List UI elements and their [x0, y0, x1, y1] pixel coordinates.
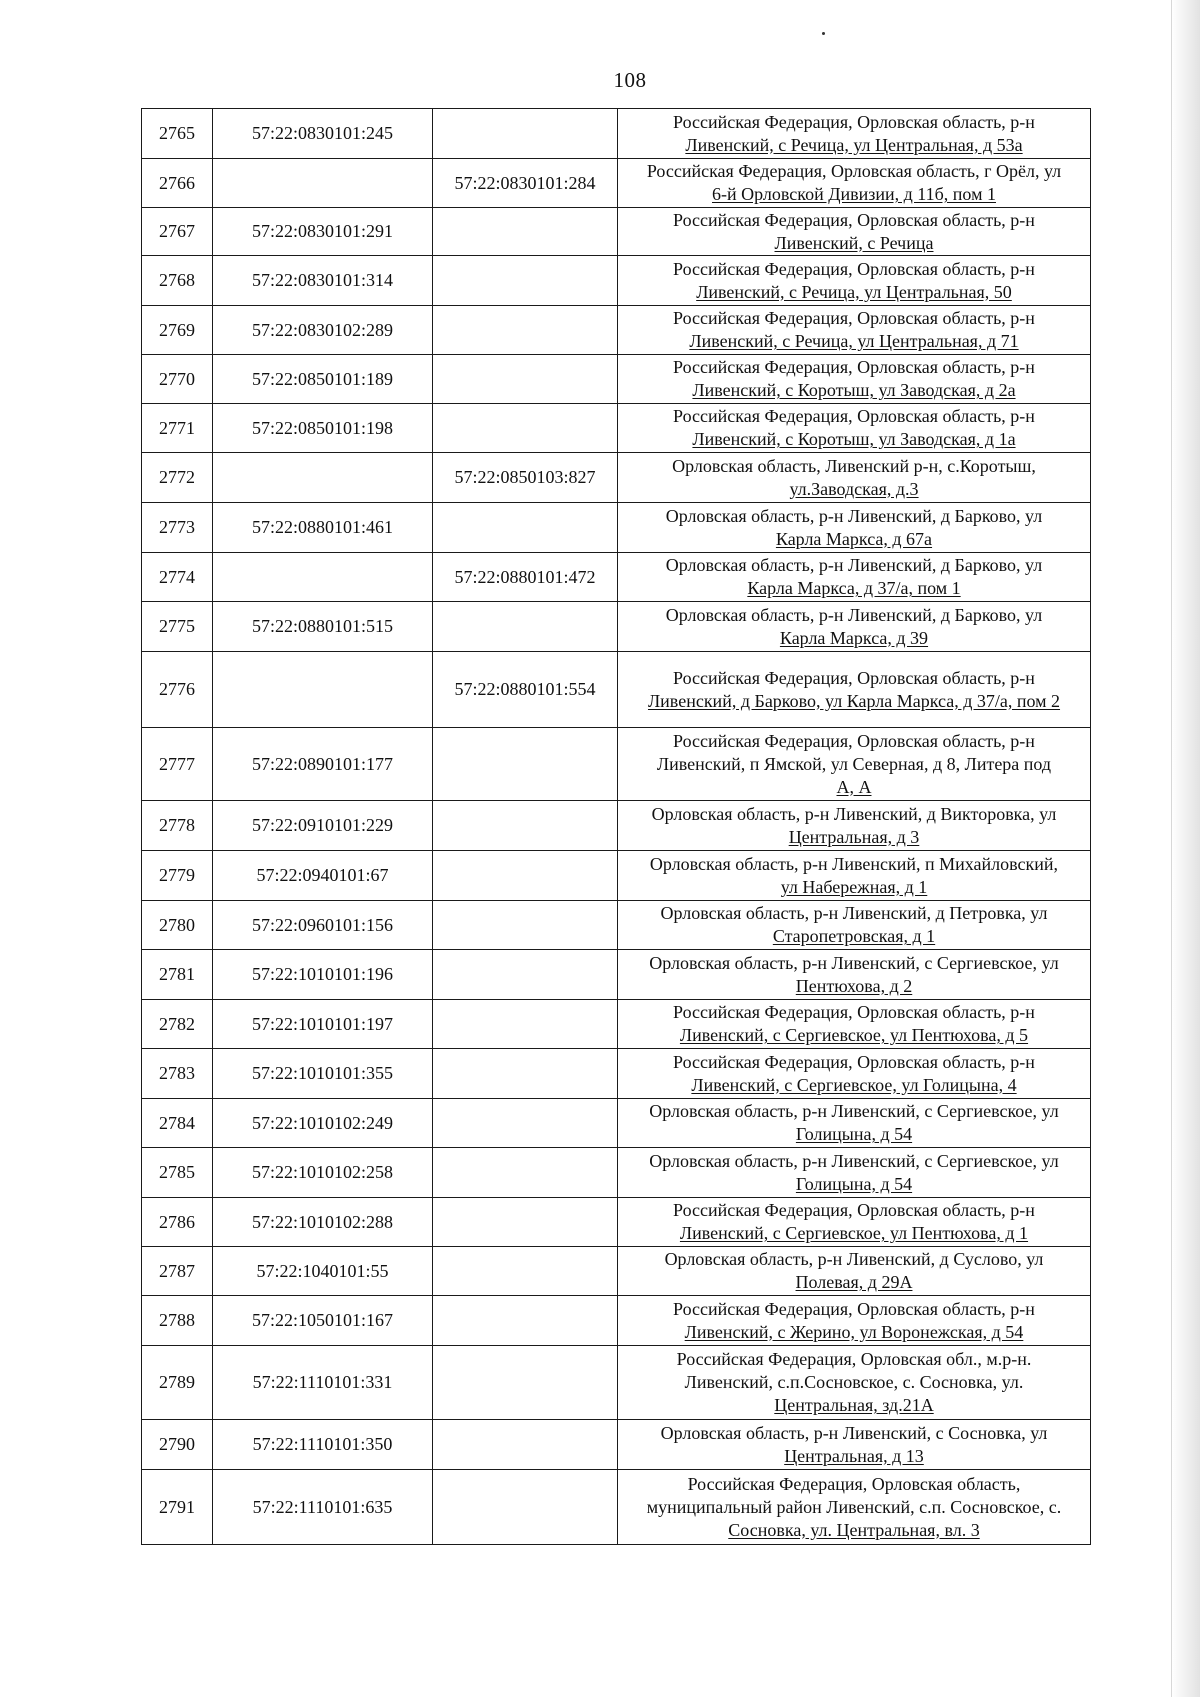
address-line: Центральная, д 13 — [784, 1445, 924, 1466]
row-number-cell: 2772 — [142, 453, 213, 503]
row-number-cell: 2787 — [142, 1247, 213, 1296]
address-line: Пентюхова, д 2 — [795, 975, 913, 996]
address-line: Российская Федерация, Орловская область, р-н — [673, 667, 1035, 688]
address-line: Ливенский, п Ямской, ул Северная, д 8, Литера под — [656, 753, 1052, 774]
address-cell — [618, 109, 1091, 159]
row-number-cell: 2779 — [142, 851, 213, 901]
address-line: Орловская область, р-н Ливенский, д Барково, ул — [665, 505, 1043, 526]
address-line: Карла Маркса, д 37/а, пом 1 — [747, 578, 961, 598]
land-cadastral-number-cell: 57:22:0830102:289 — [213, 306, 433, 355]
premises-cadastral-number-cell — [433, 1000, 618, 1049]
address-line: Российская Федерация, Орловская область, р-н — [673, 357, 1035, 377]
address-line: Орловская область, Ливенский р-н, с.Коротыш, — [672, 455, 1036, 476]
premises-cadastral-number-cell — [433, 950, 618, 1000]
table-row — [142, 1247, 1091, 1296]
address-line: Российская Федерация, Орловская область, р-н — [673, 730, 1035, 751]
address-cell — [618, 306, 1091, 355]
land-cadastral-number-cell — [213, 652, 433, 728]
land-cadastral-number-cell: 57:22:0880101:515 — [213, 602, 433, 652]
land-cadastral-number-cell: 57:22:0940101:67 — [213, 851, 433, 901]
address-line: Карла Маркса, д 67а — [775, 528, 933, 549]
page-number: 108 — [613, 68, 647, 92]
table-row — [142, 851, 1091, 901]
address-line: Ливенский, с Речица, ул Центральная, д 53а — [685, 134, 1023, 155]
address-line: Ливенский, с Коротыш, ул Заводская, д 1а — [692, 429, 1016, 449]
row-number-cell: 2768 — [142, 256, 213, 306]
land-cadastral-number-cell: 57:22:0830101:314 — [213, 256, 433, 306]
land-cadastral-number-cell: 57:22:0880101:461 — [213, 503, 433, 553]
row-number-cell: 2782 — [142, 1000, 213, 1049]
table-row — [142, 453, 1091, 503]
address-line: Карла Маркса, д 39 — [779, 627, 929, 648]
address-line: Сосновка, ул. Центральная, вл. 3 — [728, 1519, 980, 1540]
address-line: Ливенский, с Речица, ул Центральная, 50 — [696, 281, 1012, 302]
land-cadastral-number-cell: 57:22:1110101:350 — [213, 1420, 433, 1470]
premises-cadastral-number-cell — [433, 404, 618, 453]
address-line: Старопетровская, д 1 — [772, 926, 936, 946]
address-cell — [618, 1247, 1091, 1296]
address-cell — [618, 1470, 1091, 1545]
row-number-cell: 2776 — [142, 652, 213, 728]
address-line: Орловская область, р-н Ливенский, д Барково, ул — [665, 604, 1043, 625]
row-number-cell: 2777 — [142, 728, 213, 801]
address-line: А, А — [836, 776, 872, 797]
table-row — [142, 355, 1091, 404]
table-row — [142, 1099, 1091, 1148]
address-line: Орловская область, р-н Ливенский, д Петровка, ул — [660, 903, 1048, 923]
premises-cadastral-number-cell — [433, 851, 618, 901]
table-row — [142, 801, 1091, 851]
row-number-cell: 2788 — [142, 1296, 213, 1346]
land-cadastral-number-cell: 57:22:1010101:355 — [213, 1049, 433, 1099]
premises-cadastral-number-cell — [433, 1049, 618, 1099]
address-line: Орловская область, р-н Ливенский, д Суслово, ул — [664, 1249, 1044, 1269]
table-row — [142, 602, 1091, 652]
address-cell — [618, 1148, 1091, 1198]
table-row — [142, 503, 1091, 553]
address-line: Голицына, д 54 — [795, 1173, 913, 1194]
table-row — [142, 306, 1091, 355]
address-cell — [618, 1198, 1091, 1247]
land-cadastral-number-cell: 57:22:0910101:229 — [213, 801, 433, 851]
table-row — [142, 109, 1091, 159]
address-line: Российская Федерация, Орловская область, р-н — [673, 111, 1035, 132]
premises-cadastral-number-cell — [433, 728, 618, 801]
address-cell — [618, 602, 1091, 652]
premises-cadastral-number-cell — [433, 256, 618, 306]
address-cell — [618, 208, 1091, 256]
address-line: Российская Федерация, Орловская область, г Орёл, ул — [646, 161, 1062, 181]
table-row — [142, 1420, 1091, 1470]
land-cadastral-number-cell: 57:22:1010101:197 — [213, 1000, 433, 1049]
land-cadastral-number-cell: 57:22:1010102:288 — [213, 1198, 433, 1247]
scan-speck — [822, 32, 825, 35]
address-line: ул.Заводская, д.3 — [789, 478, 919, 499]
table-row — [142, 159, 1091, 208]
address-line: Российская Федерация, Орловская область, — [687, 1473, 1021, 1494]
table-row — [142, 208, 1091, 256]
premises-cadastral-number-cell — [433, 1198, 618, 1247]
address-line: Орловская область, р-н Ливенский, с Сергиевское, ул — [649, 952, 1059, 973]
row-number-cell: 2770 — [142, 355, 213, 404]
address-cell — [618, 1000, 1091, 1049]
table-row — [142, 901, 1091, 950]
address-line: Ливенский, с Сергиевское, ул Голицына, 4 — [691, 1074, 1017, 1095]
address-cell — [618, 256, 1091, 306]
address-line: Российская Федерация, Орловская обл., м.р-н. — [676, 1349, 1032, 1369]
registry-table-body — [142, 109, 1091, 1545]
address-line: Российская Федерация, Орловская область, р-н — [673, 406, 1035, 426]
address-line: Ливенский, с Коротыш, ул Заводская, д 2а — [692, 380, 1016, 400]
premises-cadastral-number-cell — [433, 901, 618, 950]
premises-cadastral-number-cell: 57:22:0880101:554 — [433, 652, 618, 728]
address-cell — [618, 1049, 1091, 1099]
land-cadastral-number-cell: 57:22:1040101:55 — [213, 1247, 433, 1296]
row-number-cell: 2769 — [142, 306, 213, 355]
address-cell — [618, 553, 1091, 602]
row-number-cell: 2784 — [142, 1099, 213, 1148]
table-row — [142, 950, 1091, 1000]
land-cadastral-number-cell: 57:22:0850101:198 — [213, 404, 433, 453]
address-cell — [618, 851, 1091, 901]
land-cadastral-number-cell — [213, 553, 433, 602]
address-line: Орловская область, р-н Ливенский, п Михайловский, — [649, 853, 1059, 874]
address-line: Ливенский, д Барково, ул Карла Маркса, д 37/а, пом 2 — [647, 690, 1061, 711]
address-cell — [618, 404, 1091, 453]
page-edge-shadow — [1171, 0, 1200, 1697]
row-number-cell: 2767 — [142, 208, 213, 256]
premises-cadastral-number-cell — [433, 306, 618, 355]
cadastral-registry-table — [141, 108, 1091, 1545]
land-cadastral-number-cell — [213, 159, 433, 208]
row-number-cell: 2790 — [142, 1420, 213, 1470]
address-line: муниципальный район Ливенский, с.п. Сосновское, с. — [646, 1496, 1062, 1517]
row-number-cell: 2780 — [142, 901, 213, 950]
address-line: Ливенский, с.п.Сосновское, с. Сосновка, ул. — [684, 1372, 1024, 1392]
row-number-cell: 2765 — [142, 109, 213, 159]
premises-cadastral-number-cell — [433, 109, 618, 159]
premises-cadastral-number-cell — [433, 602, 618, 652]
table-row — [142, 1470, 1091, 1545]
address-line: Орловская область, р-н Ливенский, с Сергиевское, ул — [649, 1101, 1059, 1121]
premises-cadastral-number-cell — [433, 208, 618, 256]
address-cell — [618, 355, 1091, 404]
row-number-cell: 2786 — [142, 1198, 213, 1247]
address-line: Ливенский, с Сергиевское, ул Пентюхова, д 1 — [679, 1223, 1029, 1243]
address-line: Ливенский, с Жерино, ул Воронежская, д 54 — [684, 1321, 1024, 1342]
land-cadastral-number-cell: 57:22:0830101:291 — [213, 208, 433, 256]
row-number-cell: 2789 — [142, 1346, 213, 1420]
address-line: Российская Федерация, Орловская область, р-н — [673, 1200, 1035, 1220]
premises-cadastral-number-cell — [433, 1346, 618, 1420]
table-row — [142, 553, 1091, 602]
table-row — [142, 404, 1091, 453]
premises-cadastral-number-cell — [433, 503, 618, 553]
table-row — [142, 652, 1091, 728]
table-row — [142, 1148, 1091, 1198]
premises-cadastral-number-cell — [433, 1148, 618, 1198]
row-number-cell: 2778 — [142, 801, 213, 851]
land-cadastral-number-cell: 57:22:1110101:635 — [213, 1470, 433, 1545]
land-cadastral-number-cell: 57:22:1050101:167 — [213, 1296, 433, 1346]
address-cell — [618, 652, 1091, 728]
address-line: 6-й Орловской Дивизии, д 11б, пом 1 — [712, 184, 996, 204]
address-cell — [618, 728, 1091, 801]
row-number-cell: 2775 — [142, 602, 213, 652]
address-line: Полевая, д 29А — [795, 1272, 913, 1292]
premises-cadastral-number-cell: 57:22:0880101:472 — [433, 553, 618, 602]
address-cell — [618, 801, 1091, 851]
address-line: ул Набережная, д 1 — [780, 876, 928, 897]
table-row — [142, 728, 1091, 801]
table-row — [142, 1049, 1091, 1099]
premises-cadastral-number-cell — [433, 355, 618, 404]
address-cell — [618, 901, 1091, 950]
row-number-cell: 2781 — [142, 950, 213, 1000]
address-cell — [618, 1420, 1091, 1470]
land-cadastral-number-cell: 57:22:0830101:245 — [213, 109, 433, 159]
address-line: Российская Федерация, Орловская область, р-н — [673, 1051, 1035, 1072]
premises-cadastral-number-cell — [433, 1247, 618, 1296]
table-row — [142, 1346, 1091, 1420]
address-line: Российская Федерация, Орловская область, р-н — [673, 1002, 1035, 1022]
address-line: Орловская область, р-н Ливенский, д Барково, ул — [665, 555, 1043, 575]
land-cadastral-number-cell: 57:22:1010102:249 — [213, 1099, 433, 1148]
address-line: Российская Федерация, Орловская область, р-н — [673, 308, 1035, 328]
premises-cadastral-number-cell — [433, 801, 618, 851]
address-line: Ливенский, с Сергиевское, ул Пентюхова, д 5 — [679, 1025, 1029, 1045]
premises-cadastral-number-cell — [433, 1099, 618, 1148]
address-cell — [618, 453, 1091, 503]
row-number-cell: 2785 — [142, 1148, 213, 1198]
row-number-cell: 2783 — [142, 1049, 213, 1099]
row-number-cell: 2774 — [142, 553, 213, 602]
premises-cadastral-number-cell: 57:22:0850103:827 — [433, 453, 618, 503]
table-row — [142, 1198, 1091, 1247]
land-cadastral-number-cell: 57:22:1110101:331 — [213, 1346, 433, 1420]
address-cell — [618, 1346, 1091, 1420]
address-line: Российская Федерация, Орловская область, р-н — [673, 1298, 1035, 1319]
land-cadastral-number-cell — [213, 453, 433, 503]
address-line: Центральная, д 3 — [788, 826, 920, 847]
land-cadastral-number-cell: 57:22:0960101:156 — [213, 901, 433, 950]
address-cell — [618, 503, 1091, 553]
address-cell — [618, 159, 1091, 208]
address-line: Российская Федерация, Орловская область, р-н — [673, 209, 1035, 230]
premises-cadastral-number-cell — [433, 1470, 618, 1545]
address-cell — [618, 950, 1091, 1000]
address-line: Орловская область, р-н Ливенский, д Викторовка, ул — [651, 803, 1057, 824]
address-line: Российская Федерация, Орловская область, р-н — [673, 258, 1035, 279]
premises-cadastral-number-cell — [433, 1420, 618, 1470]
address-line: Ливенский, с Речица — [774, 232, 934, 253]
address-line: Голицына, д 54 — [795, 1124, 913, 1144]
address-line: Центральная, зд.21А — [774, 1395, 934, 1415]
land-cadastral-number-cell: 57:22:0890101:177 — [213, 728, 433, 801]
row-number-cell: 2771 — [142, 404, 213, 453]
table-row — [142, 1000, 1091, 1049]
address-line: Ливенский, с Речица, ул Центральная, д 71 — [689, 331, 1019, 351]
land-cadastral-number-cell: 57:22:1010101:196 — [213, 950, 433, 1000]
premises-cadastral-number-cell — [433, 1296, 618, 1346]
address-cell — [618, 1099, 1091, 1148]
address-line: Орловская область, р-н Ливенский, с Сосновка, ул — [660, 1422, 1048, 1443]
row-number-cell: 2791 — [142, 1470, 213, 1545]
row-number-cell: 2773 — [142, 503, 213, 553]
table-row — [142, 256, 1091, 306]
address-line: Орловская область, р-н Ливенский, с Сергиевское, ул — [649, 1150, 1059, 1171]
table-row — [142, 1296, 1091, 1346]
address-cell — [618, 1296, 1091, 1346]
land-cadastral-number-cell: 57:22:0850101:189 — [213, 355, 433, 404]
land-cadastral-number-cell: 57:22:1010102:258 — [213, 1148, 433, 1198]
premises-cadastral-number-cell: 57:22:0830101:284 — [433, 159, 618, 208]
row-number-cell: 2766 — [142, 159, 213, 208]
